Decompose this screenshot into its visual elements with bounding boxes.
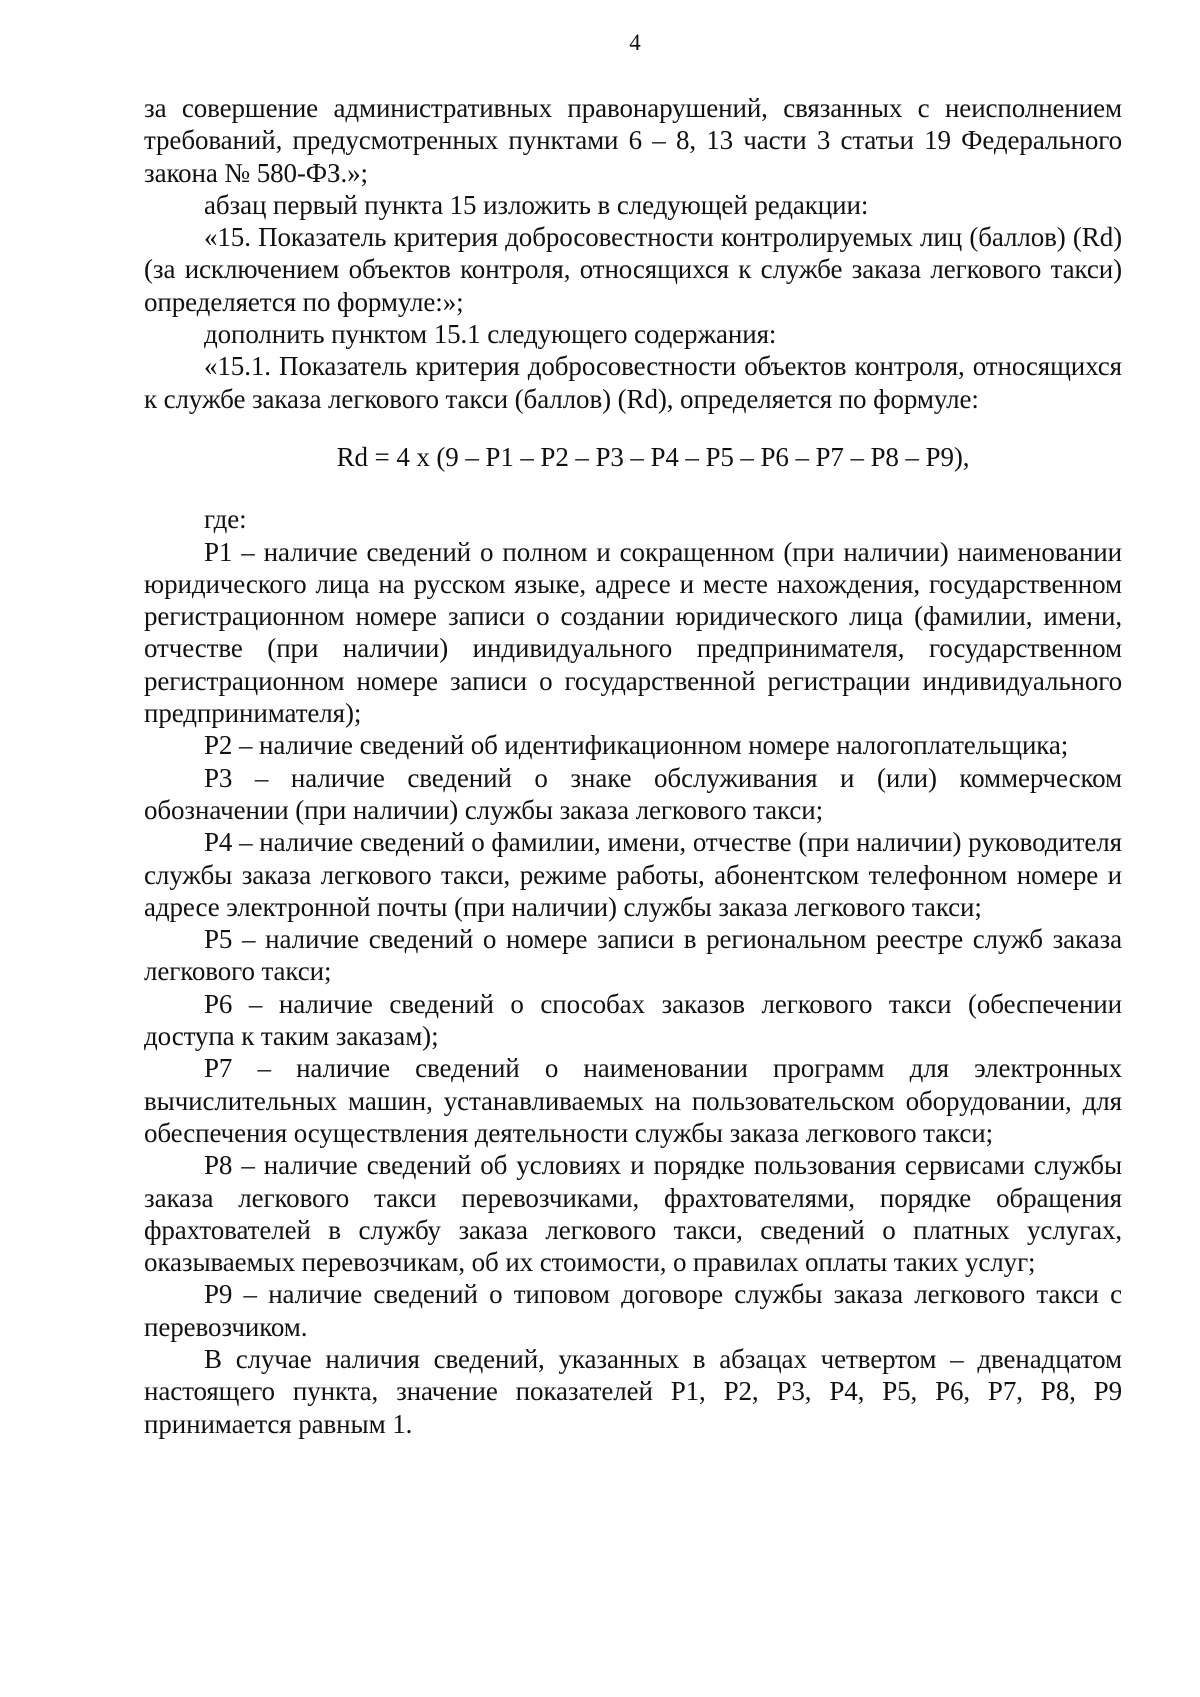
paragraph-closing: В случае наличия сведений, указанных в абзацах четвертом – двенадцатом настоящего пункта, значение показателей P1, P2, P3, P4, P5, P6, P7, P8, P9 принимается равным 1. (144, 1343, 1122, 1439)
definition-p4: P4 – наличие сведений о фамилии, имени, отчестве (при наличии) руководителя службы заказа легкового такси, режиме работы, абонентском телефонном номере и адресе электронной почты (при наличии) службы заказа легкового такси; (144, 827, 1122, 922)
paragraph-item-15: «15. Показатель критерия добросовестности контролируемых лиц (баллов) (Rd) (за исключением объектов контроля, относящихся к службе заказа легкового такси) определяется по формуле:»; (144, 222, 1122, 317)
definition-p9: P9 – наличие сведений о типовом договоре службы заказа легкового такси с перевозчиком. (144, 1279, 1122, 1342)
definition-p3: P3 – наличие сведений о знаке обслуживания и (или) коммерческом обозначении (при наличии) службы заказа легкового такси; (144, 762, 1122, 825)
paragraph-continuation: за совершение административных правонарушений, связанных с неисполнением требований, предусмотренных пунктами 6 – 8, 13 части 3 статьи 19 Федерального закона № 580-ФЗ.»; (144, 93, 1122, 188)
paragraph-amendment-15-1-intro: дополнить пунктом 15.1 следующего содержания: (204, 319, 777, 350)
page-number: 4 (629, 30, 641, 55)
paragraph-amendment-15-intro: абзац первый пункта 15 изложить в следующей редакции: (204, 189, 869, 220)
definition-p1: P1 – наличие сведений о полном и сокращенном (при наличии) наименовании юридического лица на русском языке, адресе и месте нахождения, государственном регистрационном номере записи о создании юридического лица (фамилии, имени, отчестве (при наличии) индивидуального предпринимателя, государственном регистрационном номере записи о государственной регистрации индивидуального предпринимателя); (144, 536, 1122, 729)
paragraph-where: где: (204, 504, 247, 535)
formula-rd: Rd = 4 x (9 – P1 – P2 – P3 – P4 – P5 – P6 – P7 – P8 – P9), (336, 441, 970, 472)
paragraph-item-15-1: «15.1. Показатель критерия добросовестности объектов контроля, относящихся к службе заказа легкового такси (баллов) (Rd), определяется по формуле: (144, 351, 1122, 414)
document-body (144, 92, 1122, 1440)
definition-p6: P6 – наличие сведений о способах заказов легкового такси (обеспечении доступа к таким заказам); (144, 988, 1122, 1052)
definition-p2: P2 – наличие сведений об идентификационном номере налогоплательщика; (204, 730, 1069, 761)
definition-p8: P8 – наличие сведений об условиях и порядке пользования сервисами службы заказа легкового такси перевозчиками, фрахтователями, порядке обращения фрахтователей в службу заказа легкового такси, сведений о платных услугах, оказываемых перевозчикам, об их стоимости, о правилах оплаты таких услуг; (144, 1150, 1122, 1278)
definition-p5: P5 – наличие сведений о номере записи в региональном реестре служб заказа легкового такси; (144, 924, 1122, 987)
definition-p7: P7 – наличие сведений о наименовании программ для электронных вычислительных машин, устанавливаемых на пользовательском оборудовании, для обеспечения осуществления деятельности службы заказа легкового такси; (144, 1053, 1122, 1148)
